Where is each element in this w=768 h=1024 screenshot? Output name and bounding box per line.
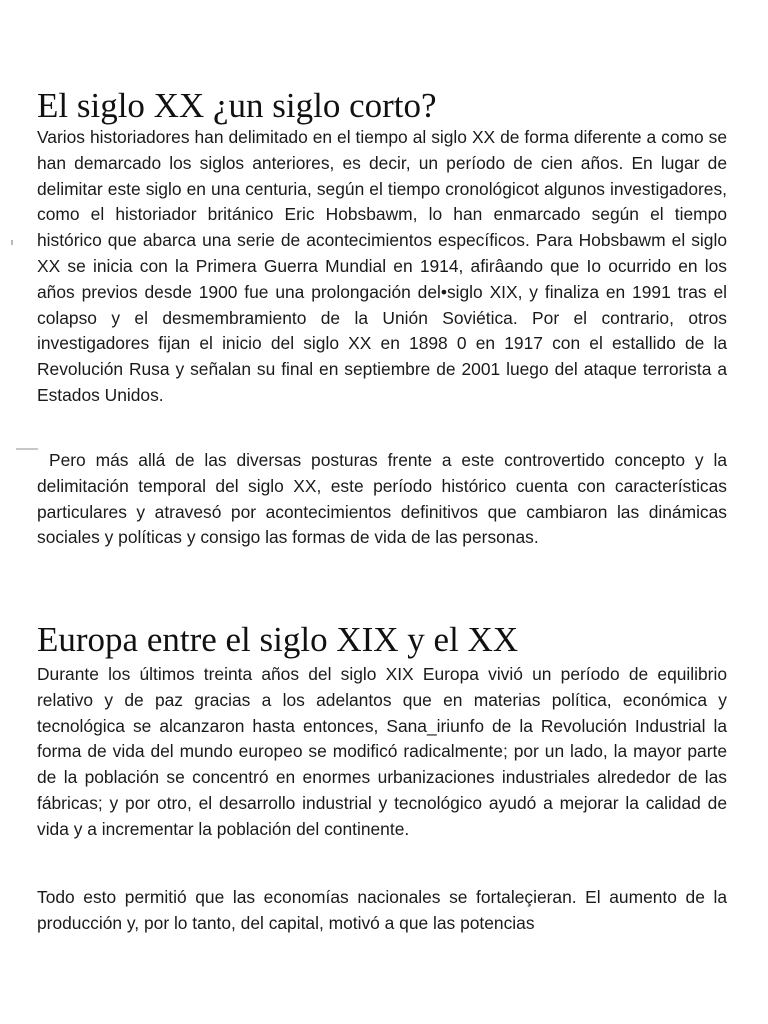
paragraph-europa-equilibrio: Durante los últimos treinta años del siglo XIX Europa vivió un período de equilibrio relativo y de paz gracias a los adelantos que en materias política, económica y tecnológica se alcanzaron hasta entonces, Sana_iriunfo de la Revolución Industrial la forma de vida del mundo europeo se modificó radicalmente; por un lado, la mayor parte de la población se concentró en enormes urbanizaciones industriales alrededor de las fábricas; y por otro, el desarrollo industrial y tecnológico ayudó a mejorar la calidad de vida y a incrementar la población del continente. — [37, 664, 727, 839]
section-title-siglo-xx: El siglo XX ¿un siglo corto? — [37, 86, 437, 125]
paragraph-posturas: Pero más allá de las diversas posturas frente a este controvertido concepto y la delimitación temporal del siglo XX, este período histórico cuenta con características particulares y atravesó por acontecimientos definitivos que cambiaron las dinámicas sociales y políticas y consigo las formas de vida de las personas. — [37, 450, 727, 548]
scan-artifact-line — [16, 448, 38, 450]
scan-artifact-dot — [11, 240, 13, 245]
paragraph-economias: Todo esto permitió que las economías nacionales se fortaleçieran. El aumento de la producción y, por lo tanto, del capital, motivó a que las potencias — [37, 887, 727, 933]
paragraph-hobsbawm: Varios historiadores han delimitado en el tiempo al siglo XX de forma diferente a como se han demarcado los siglos anteriores, es decir, un período de cien años. En lugar de delimitar este siglo en una centuria, según el tiempo cronológicot algunos investigadores, como el historiador británico Eric Hobsbawm, lo han enmarcado según el tiempo histórico que abarca una serie de acontecimientos específicos. Para Hobsbawm el siglo XX se inicia con la Primera Guerra Mundial en 1914, afirâando que Io ocurrido en los años previos desde 1900 fue una prolongación del•siglo XIX, y finaliza en 1991 tras el colapso y el desmembramiento de la Unión Soviética. Por el contrario, otros investigadores fijan el inicio del siglo XX en 1898 0 en 1917 con el estallido de la Revolución Rusa y señalan su final en septiembre de 2001 luego del ataque terrorista a Estados Unidos. — [37, 127, 727, 405]
section-title-europa: Europa entre el siglo XIX y el XX — [37, 620, 519, 659]
